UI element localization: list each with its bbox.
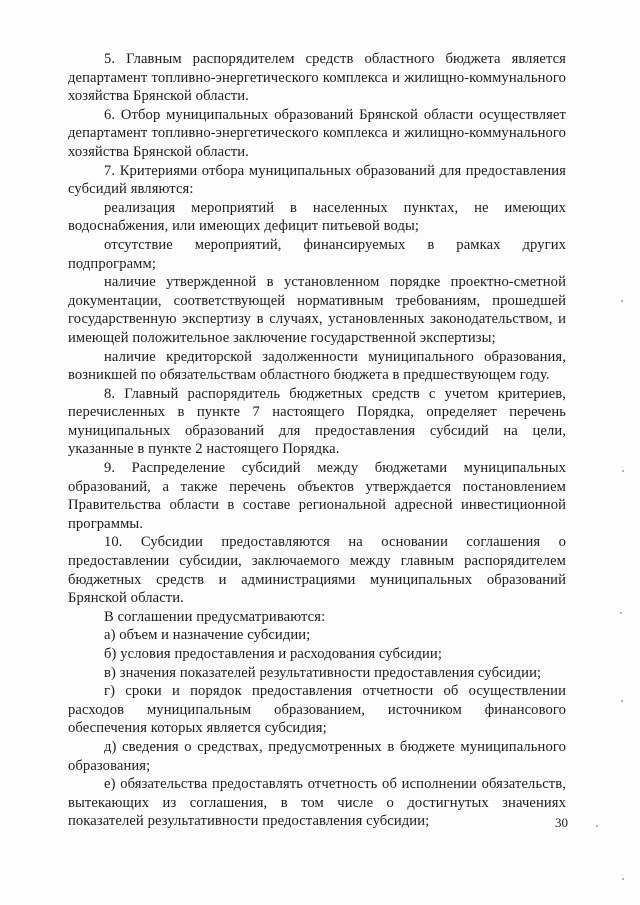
criterion-documentation: наличие утвержденной в установленном порядке проектно-сметной документации, соответствующей нормативным требованиям, прошедшей государственную экспертизу в случаях, установленных законодательством, и имеющей положительное заключение государственной экспертизы; [68,274,566,346]
paragraph-5: 5. Главным распорядителем средств областного бюджета является департамент топливно-энергетического комплекса и жилищно-коммунального хозяйства Брянской области. [68,51,566,105]
paragraph-9: 9. Распределение субсидий между бюджетами муниципальных образований, а также перечень объектов утверждается постановлением Правительства области в составе региональной адресной инвестиционной программы. [68,460,566,532]
agreement-item-v: в) значения показателей результативности предоставления субсидии; [104,664,542,681]
agreement-item-g: г) сроки и порядок предоставления отчетности об осуществлении расходов муниципальным образованием, источником финансового обеспечения которых является субсидия; [68,683,566,737]
paragraph-8: 8. Главный распорядитель бюджетных средств с учетом критериев, перечисленных в пункте 7 настоящего Порядка, определяет перечень муниципальных образований для предоставления субсидий на цели, указанные в пункте 2 настоящего Порядка. [68,385,566,458]
agreement-intro: В соглашении предусматриваются: [104,608,326,625]
agreement-item-d: д) сведения о средствах, предусмотренных в бюджете муниципального образования; [68,738,566,774]
agreement-item-a: а) объем и назначение субсидии; [104,627,311,644]
paragraph-7: 7. Критериями отбора муниципальных образований для предоставления субсидий являются: [68,162,566,198]
criterion-no-other-programs: отсутствие мероприятий, финансируемых в рамках других подпрограмм; [68,236,566,272]
agreement-item-e: е) обязательства предоставлять отчетность об исполнении обязательств, вытекающих из соглашения, в том числе о достигнутых значениях показателей результативности предоставления субсидии; [68,776,566,830]
agreement-item-b: б) условия предоставления и расходования субсидии; [104,646,442,662]
document-body [68,50,566,831]
criterion-water: реализация мероприятий в населенных пунктах, не имеющих водоснабжения, или имеющих дефицит питьевой воды; [68,199,566,235]
criterion-debt: наличие кредиторской задолженности муниципального образования, возникшей по обязательствам областного бюджета в предшествующем году. [68,348,566,384]
page-number: 30 [555,815,568,830]
paragraph-6: 6. Отбор муниципальных образований Брянской области осуществляет департамент топливно-энергетического комплекса и жилищно-коммунального хозяйства Брянской области. [68,106,566,160]
paragraph-10: 10. Субсидии предоставляются на основании соглашения о предоставлении субсидии, заключаемого между главным распорядителем бюджетных средств и администрациями муниципальных образований Брянской области. [68,534,566,607]
